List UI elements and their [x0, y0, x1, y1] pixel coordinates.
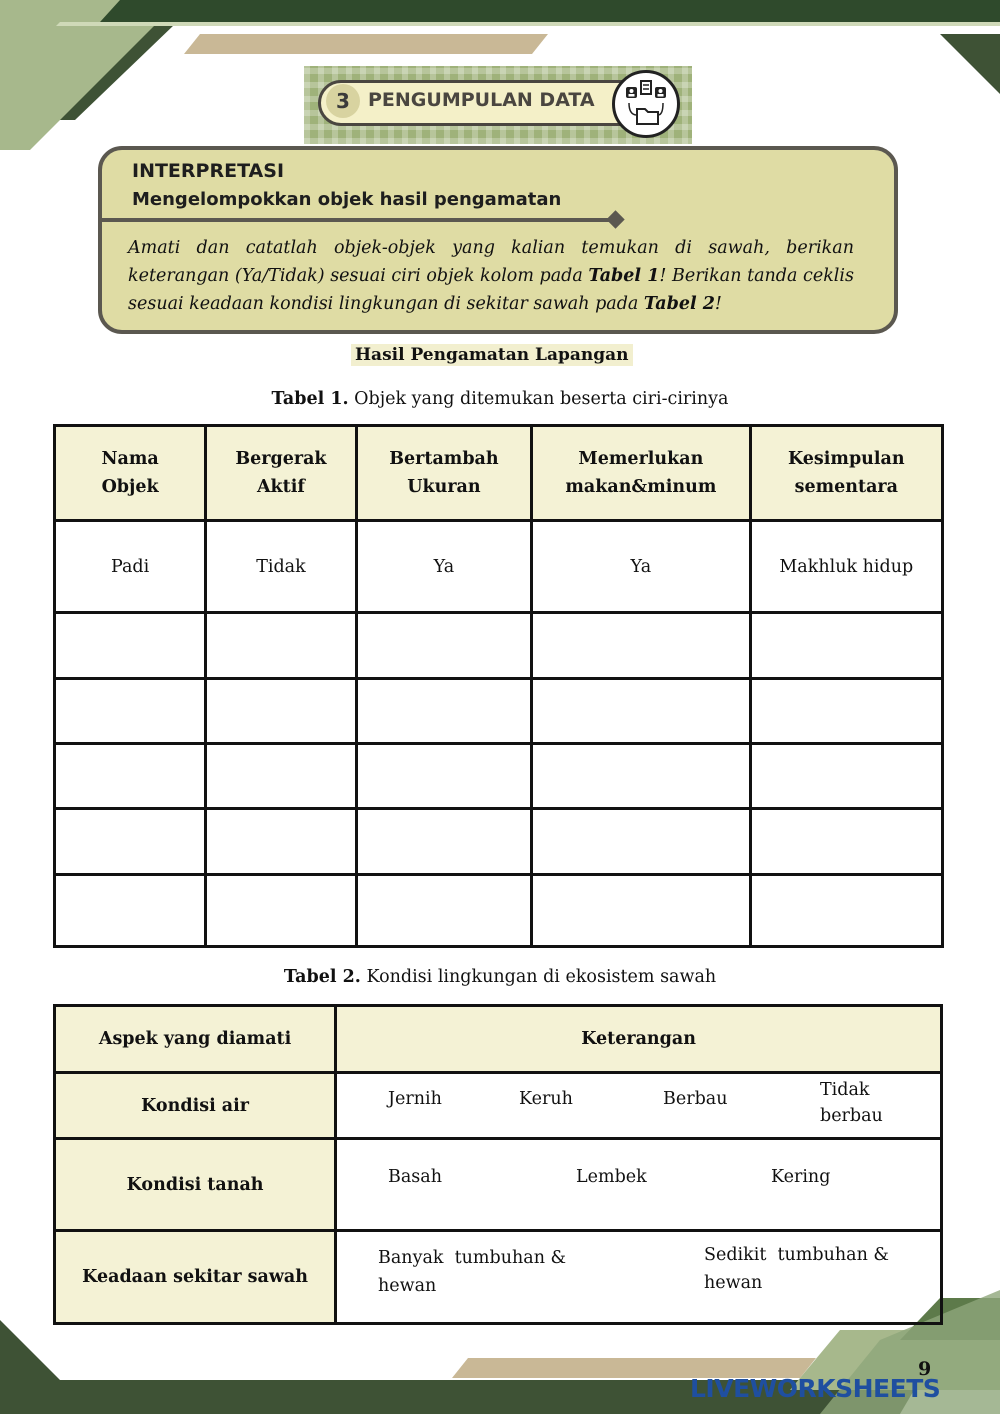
table2-header-keterangan: Keterangan [336, 1006, 942, 1073]
table-row [55, 744, 943, 809]
instruction-text: Amati dan catatlah objek-objek yang kalian temukan di sawah, berikan keterangan (Ya/Tidak) sesuai ciri objek kolom pada Tabel 1! Berikan tanda ceklis sesuai keadaan kondisi lingkungan di sekitar sawah pada Tabel 2! [128, 238, 854, 314]
table-cell: Tidak [206, 521, 357, 613]
table1 [53, 424, 944, 948]
table-cell: Ya [356, 521, 531, 613]
table-cell-input[interactable] [356, 679, 531, 744]
table-cell-input[interactable] [55, 875, 206, 947]
table2-caption: Tabel 2. Kondisi lingkungan di ekosistem sawah [283, 967, 717, 987]
table-cell: Padi [55, 521, 206, 613]
banner-title: PENGUMPULAN DATA [368, 89, 595, 111]
table-cell-input[interactable] [750, 809, 942, 875]
interpretasi-heading: INTERPRETASI [132, 160, 285, 182]
section-title: Hasil Pengamatan Lapangan [351, 344, 633, 366]
table-cell-input[interactable] [750, 875, 942, 947]
table-cell-input[interactable] [55, 613, 206, 679]
option-banyak-tumbuhan[interactable]: Banyak tumbuhan & hewan [378, 1248, 572, 1296]
table-row [55, 613, 943, 679]
table-row [55, 809, 943, 875]
table-cell-input[interactable] [750, 613, 942, 679]
aspek-keadaan-sawah: Keadaan sekitar sawah [55, 1231, 336, 1324]
table-cell-input[interactable] [750, 679, 942, 744]
table1-header-bertambah: Bertambah Ukuran [356, 426, 531, 521]
table-cell-input[interactable] [206, 679, 357, 744]
table-cell-input[interactable] [532, 809, 750, 875]
option-basah[interactable]: Basah [388, 1167, 442, 1187]
table-cell-input[interactable] [206, 875, 357, 947]
table-cell-input[interactable] [55, 744, 206, 809]
table-cell-input[interactable] [206, 613, 357, 679]
table-cell-input[interactable] [55, 679, 206, 744]
table1-header-kesimpulan: Kesimpulan sementara [750, 426, 942, 521]
aspek-kondisi-air: Kondisi air [55, 1073, 336, 1139]
aspek-kondisi-tanah: Kondisi tanah [55, 1139, 336, 1231]
table-cell-input[interactable] [356, 809, 531, 875]
table-cell-input[interactable] [532, 613, 750, 679]
table-cell-input[interactable] [206, 809, 357, 875]
table-row [55, 1073, 942, 1139]
option-berbau[interactable]: Berbau [663, 1089, 728, 1109]
table1-header-nama: Nama Objek [55, 426, 206, 521]
option-kering[interactable]: Kering [771, 1167, 831, 1187]
table-cell-input[interactable] [356, 613, 531, 679]
option-keruh[interactable]: Keruh [519, 1089, 573, 1109]
table-cell-input[interactable] [750, 744, 942, 809]
table1-header-memerlukan: Memerlukan makan&minum [532, 426, 750, 521]
table-cell: Ya [532, 521, 750, 613]
table1-header-bergerak: Bergerak Aktif [206, 426, 357, 521]
divider-line [102, 218, 616, 222]
option-lembek[interactable]: Lembek [576, 1167, 647, 1187]
page-number: 9 [918, 1358, 932, 1380]
option-sedikit-tumbuhan[interactable]: Sedikit tumbuhan & hewan [704, 1245, 895, 1293]
option-tidak-berbau[interactable]: Tidak berbau [820, 1080, 883, 1126]
table-cell-input[interactable] [532, 679, 750, 744]
banner-number: 3 [326, 84, 360, 118]
table-cell-input[interactable] [356, 875, 531, 947]
table-row [55, 679, 943, 744]
table2-header-aspek: Aspek yang diamati [55, 1006, 336, 1073]
table-row [55, 521, 943, 613]
table-cell-input[interactable] [356, 744, 531, 809]
table1-caption: Tabel 1. Objek yang ditemukan beserta ciri-cirinya [271, 389, 729, 409]
table-cell: Makhluk hidup [750, 521, 942, 613]
data-collection-icon [612, 70, 680, 138]
liveworksheets-logo: LIVEWORKSHEETS [690, 1374, 941, 1403]
interpretasi-subheading: Mengelompokkan objek hasil pengamatan [132, 189, 562, 210]
table-cell-input[interactable] [532, 744, 750, 809]
table-cell-input[interactable] [55, 809, 206, 875]
table-cell-input[interactable] [206, 744, 357, 809]
table-row [55, 875, 943, 947]
option-jernih[interactable]: Jernih [388, 1089, 442, 1109]
table-cell-input[interactable] [532, 875, 750, 947]
